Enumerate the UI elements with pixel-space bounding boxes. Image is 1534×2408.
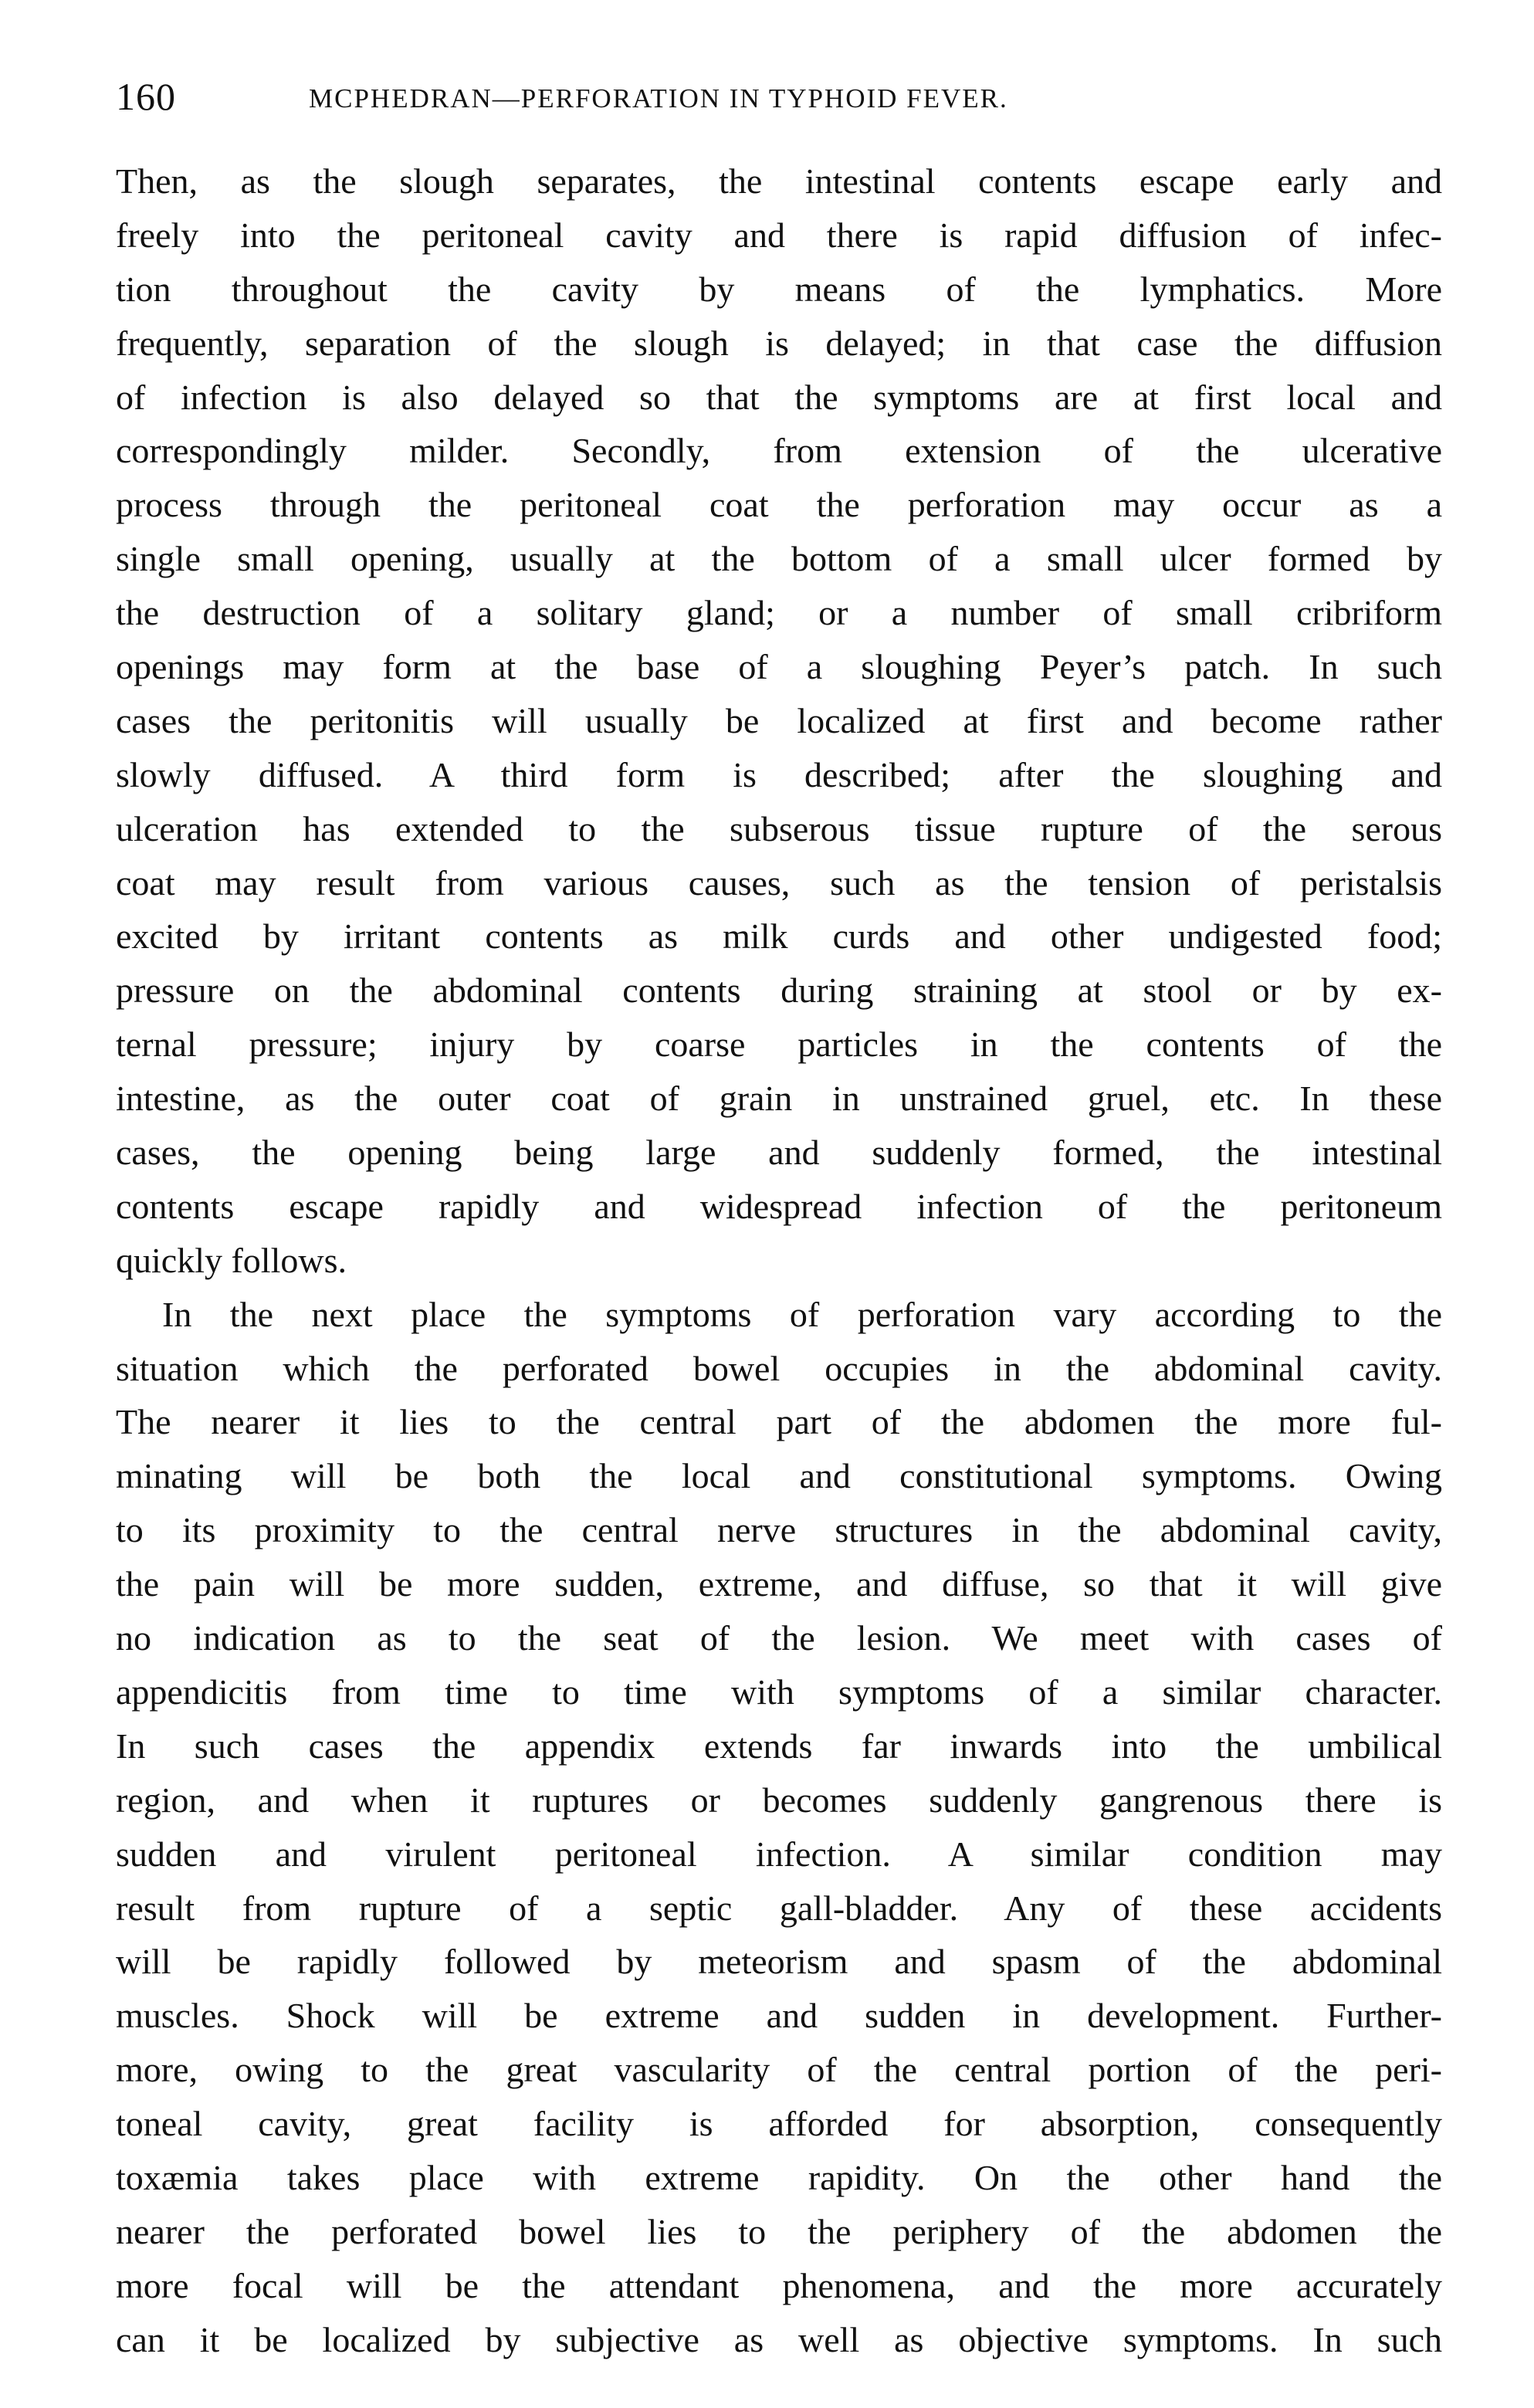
text-line: result from rupture of a septic gall-bladder. Any of these accidents [116,1888,1442,1928]
text-line: frequently, separation of the slough is delayed; in that case the diffusion [116,323,1442,363]
text-line: to its proximity to the central nerve structures in the abdominal cavity, [116,1510,1442,1550]
text-line: Then, as the slough separates, the intestinal contents escape early and [116,161,1442,201]
running-title: MCPHEDRAN—PERFORATION IN TYPHOID FEVER. [309,83,1008,113]
text-line: intestine, as the outer coat of grain in unstrained gruel, etc. In these [116,1079,1442,1119]
text-line: more focal will be the attendant phenomena, and the more accurately [116,2265,1442,2305]
text-line: ulceration has extended to the subserous tissue rupture of the serous [116,808,1442,848]
running-head [116,73,1428,127]
text-line: tion throughout the cavity by means of the lymphatics. More [116,269,1442,309]
text-line: sudden and virulent peritoneal infection. A similar condition may [116,1834,1442,1874]
text-line: the pain will be more sudden, extreme, and diffuse, so that it will give [116,1564,1442,1604]
body-text [116,154,1442,2367]
text-line: correspondingly milder. Secondly, from extension of the ulcerative [116,431,1442,471]
text-line: freely into the peritoneal cavity and there is rapid diffusion of infec- [116,215,1442,255]
text-line: process through the peritoneal coat the perforation may occur as a [116,485,1442,525]
text-line: The nearer it lies to the central part of the abdomen the more ful- [116,1402,1442,1442]
text-line: will be rapidly followed by meteorism and spasm of the abdominal [116,1942,1442,1982]
text-line: In such cases the appendix extends far inwards into the umbilical [116,1726,1442,1766]
text-line: ternal pressure; injury by coarse particles in the contents of the [116,1025,1442,1065]
text-line: muscles. Shock will be extreme and sudden in development. Further- [116,1996,1442,2036]
text-line: situation which the perforated bowel occupies in the abdominal cavity. [116,1348,1442,1388]
text-line: more, owing to the great vascularity of the central portion of the peri- [116,2050,1442,2090]
text-line: toneal cavity, great facility is afforded for absorption, consequently [116,2104,1442,2144]
text-line: coat may result from various causes, such as the tension of peristalsis [116,862,1442,903]
text-line: contents escape rapidly and widespread infection of the peritoneum [116,1186,1442,1226]
text-line: minating will be both the local and constitutional symptoms. Owing [116,1456,1442,1496]
text-line: toxæmia takes place with extreme rapidity. On the other hand the [116,2157,1442,2197]
text-line: openings may form at the base of a sloughing Peyer’s patch. In such [116,647,1442,687]
text-line: no indication as to the seat of the lesion. We meet with cases of [116,1618,1442,1658]
text-line: excited by irritant contents as milk curds and other undigested food; [116,916,1442,957]
text-line: pressure on the abdominal contents during straining at stool or by ex- [116,970,1442,1011]
text-line: cases, the opening being large and suddenly formed, the intestinal [116,1133,1442,1173]
text-line: In the next place the symptoms of perforation vary according to the [162,1294,1442,1334]
text-line: nearer the perforated bowel lies to the periphery of the abdomen the [116,2211,1442,2251]
page-number: 160 [116,75,176,118]
text-line: of infection is also delayed so that the symptoms are at first local and [116,377,1442,417]
text-line: region, and when it ruptures or becomes suddenly gangrenous there is [116,1780,1442,1820]
text-line: cases the peritonitis will usually be localized at first and become rather [116,700,1442,740]
text-line: single small opening, usually at the bottom of a small ulcer formed by [116,539,1442,579]
text-line: quickly follows. [116,1240,347,1280]
text-line: slowly diffused. A third form is described; after the sloughing and [116,754,1442,794]
text-line: appendicitis from time to time with symptoms of a similar character. [116,1671,1442,1712]
text-line: can it be localized by subjective as well as objective symptoms. In such [116,2319,1442,2359]
text-line: the destruction of a solitary gland; or a number of small cribriform [116,593,1442,633]
